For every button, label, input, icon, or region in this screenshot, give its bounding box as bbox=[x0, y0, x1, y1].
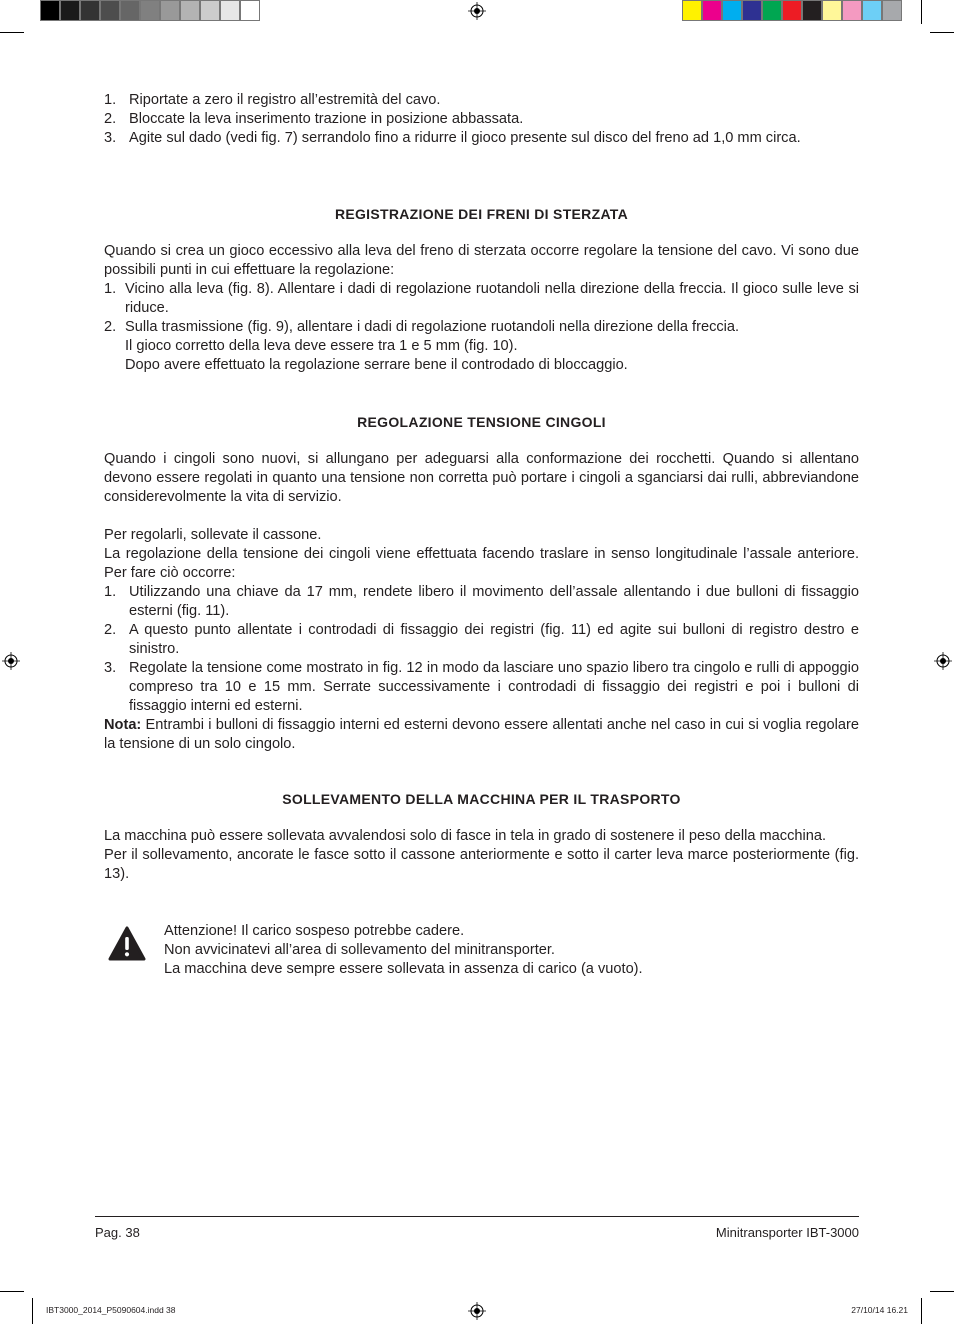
list-item: 1. Riportate a zero il registro all’estremità del cavo. bbox=[104, 92, 441, 108]
list-item: 2. A questo punto allentate i controdadi di fissaggio dei registri (fig. 11) ed agite sui bulloni di registro destro e sinistro. bbox=[104, 622, 859, 657]
color-swatch bbox=[782, 0, 802, 21]
warning-text: Attenzione! Il carico sospeso potrebbe cadere. Non avvicinatevi all’area di sollevamento del minitransporter. La macchina deve sempre essere sollevata in assenza di carico (a vuoto). bbox=[164, 923, 643, 977]
color-swatch bbox=[742, 0, 762, 21]
color-swatch bbox=[60, 0, 80, 21]
section-lifting bbox=[104, 827, 859, 884]
paragraph: La regolazione della tensione dei cingoli viene effettuata facendo traslare in senso longitudinale l’assale anteriore. Per fare ciò occorre: bbox=[104, 546, 859, 581]
crop-mark bbox=[930, 32, 954, 33]
grayscale-color-bar bbox=[40, 0, 260, 22]
section-heading: REGISTRAZIONE DEI FRENI DI STERZATA bbox=[334, 206, 629, 222]
color-swatch bbox=[722, 0, 742, 21]
paragraph: Per il sollevamento, ancorate le fasce sotto il cassone anteriormente e sotto il carter leva marce posteriormente (fig. 13). bbox=[104, 847, 859, 882]
section-heading: SOLLEVAMENTO DELLA MACCHINA PER IL TRASPORTO bbox=[282, 791, 681, 807]
intro-list bbox=[104, 91, 859, 148]
section-steering-brakes bbox=[104, 242, 859, 375]
crop-mark bbox=[921, 1298, 922, 1324]
warning-triangle-icon bbox=[108, 926, 146, 962]
list-item: 1. Utilizzando una chiave da 17 mm, rendete libero il movimento dell’assale allentando i due bulloni di fissaggio esterni (fig. 11). bbox=[104, 584, 859, 619]
paragraph: Quando si crea un gioco eccessivo alla leva del freno di sterzata occorre regolare la tensione del cavo. Vi sono due possibili punti in cui effettuare la regolazione: bbox=[104, 243, 859, 278]
list-item: 3. Agite sul dado (vedi fig. 7) serrandolo fino a ridurre il gioco presente sul disco del freno ad 1,0 mm circa. bbox=[104, 130, 801, 146]
paragraph: Quando i cingoli sono nuovi, si allungano per adeguarsi alla conformazione dei rocchetti. Quando si allentano devono essere regolati in quanto una tensione non corretta può portare i cingoli a sganciarsi dai rulli, abbreviandone considerevolmente la vita di servizio. bbox=[104, 451, 859, 505]
color-swatch bbox=[80, 0, 100, 21]
color-swatch bbox=[160, 0, 180, 21]
section-heading: REGOLAZIONE TENSIONE CINGOLI bbox=[357, 414, 606, 430]
crop-mark bbox=[921, 0, 922, 24]
color-swatch bbox=[862, 0, 882, 21]
note: Nota: Entrambi i bulloni di fissaggio interni ed esterni devono essere allentati anche nel caso in cui si voglia regolare la tensione di un solo cingolo. bbox=[104, 717, 859, 752]
footer-rule bbox=[95, 1216, 859, 1217]
color-swatch bbox=[200, 0, 220, 21]
color-swatch bbox=[220, 0, 240, 21]
product-name: Minitransporter IBT-3000 bbox=[715, 1225, 859, 1240]
color-swatch bbox=[802, 0, 822, 21]
slug-filename: IBT3000_2014_P5090604.indd 38 bbox=[46, 1305, 176, 1315]
crop-mark bbox=[0, 32, 24, 33]
paragraph: Il gioco corretto della leva deve essere tra 1 e 5 mm (fig. 10). bbox=[125, 338, 518, 354]
paragraph: Per regolarli, sollevate il cassone. bbox=[104, 527, 322, 543]
color-swatch bbox=[762, 0, 782, 21]
color-swatch bbox=[180, 0, 200, 21]
process-color-bar bbox=[682, 0, 902, 22]
color-swatch bbox=[120, 0, 140, 21]
color-swatch bbox=[702, 0, 722, 21]
color-swatch bbox=[882, 0, 902, 21]
section-track-tension bbox=[104, 450, 859, 754]
list-item: 2. Sulla trasmissione (fig. 9), allentare i dadi di regolazione ruotandoli nella direzione della freccia. bbox=[104, 319, 740, 335]
crop-mark bbox=[0, 1291, 24, 1292]
color-swatch bbox=[822, 0, 842, 21]
color-swatch bbox=[842, 0, 862, 21]
registration-mark-icon bbox=[2, 652, 20, 670]
registration-mark-icon bbox=[934, 652, 952, 670]
page-number: Pag. 38 bbox=[95, 1225, 140, 1240]
list-item: 1. Vicino alla leva (fig. 8). Allentare i dadi di regolazione ruotandoli nella direzione della freccia. Il gioco sulle leve si riduce. bbox=[104, 281, 859, 316]
color-swatch bbox=[682, 0, 702, 21]
paragraph: La macchina può essere sollevata avvalendosi solo di fasce in tela in grado di sostenere il peso della macchina. bbox=[104, 828, 827, 844]
slug-datetime: 27/10/14 16.21 bbox=[851, 1305, 908, 1315]
color-swatch bbox=[100, 0, 120, 21]
list-item: 2. Bloccate la leva inserimento trazione in posizione abbassata. bbox=[104, 111, 524, 127]
registration-mark-icon bbox=[468, 2, 486, 20]
color-swatch bbox=[240, 0, 260, 21]
list-item: 3. Regolate la tensione come mostrato in fig. 12 in modo da lasciare uno spazio libero tra cingolo e rulli di appoggio compreso tra 10 e 15 mm. Serrate successivamente i controdadi di fissaggio dei registri e poi i bulloni di fissaggio interni ed esterni. bbox=[104, 660, 859, 714]
color-swatch bbox=[40, 0, 60, 21]
paragraph: Dopo avere effettuato la regolazione serrare bene il controdado di bloccaggio. bbox=[125, 357, 628, 373]
crop-mark bbox=[32, 1298, 33, 1324]
color-swatch bbox=[140, 0, 160, 21]
registration-mark-icon bbox=[468, 1302, 486, 1320]
crop-mark bbox=[930, 1291, 954, 1292]
